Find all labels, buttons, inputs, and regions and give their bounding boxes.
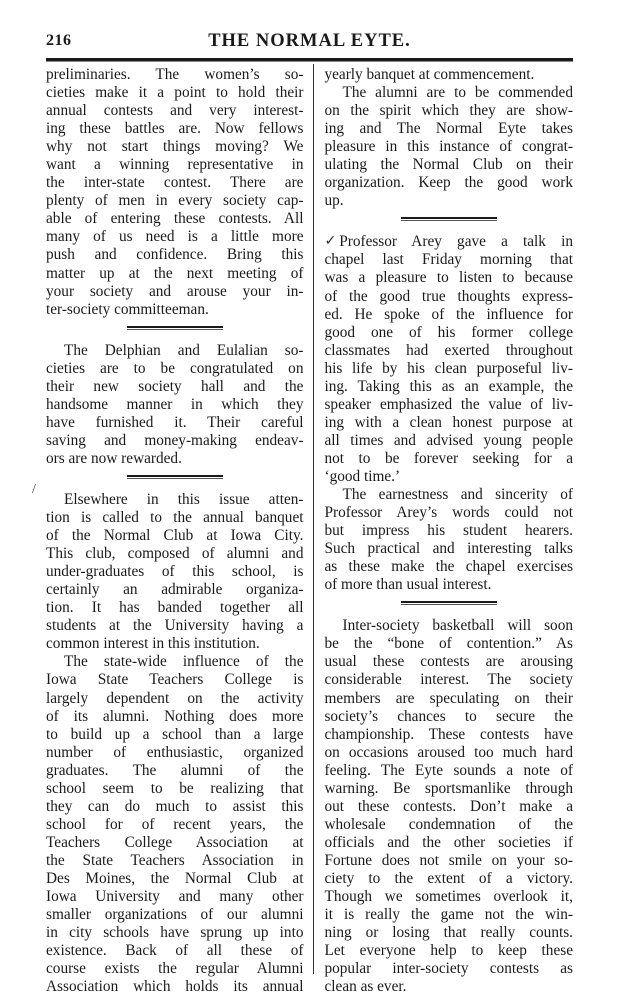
text-line: the State Teachers Association in — [46, 851, 304, 869]
text-line: number of enthusiastic, organized — [46, 743, 304, 761]
text-line: Teachers College Association at — [46, 833, 304, 851]
text-line: smaller organizations of our alumni — [46, 906, 304, 924]
text-line: course exists the regular Alumni — [46, 960, 304, 978]
text-line: handsome manner in which they — [46, 395, 304, 413]
article-professor-arey — [324, 233, 573, 594]
page-number: 216 — [46, 32, 72, 49]
article-alumni-commendation — [324, 66, 573, 210]
text-line: popular inter-society contests as — [324, 960, 573, 978]
text-line: matter up at the next meeting of — [46, 264, 304, 282]
section-divider — [401, 601, 497, 605]
text-line: all times and advised young people — [324, 431, 573, 449]
text-line: The state-wide influence of the — [64, 653, 304, 671]
text-line: not to be forever seeking for a — [324, 449, 573, 467]
text-line: out these contests. Don’t make a — [324, 797, 573, 815]
text-line: The Delphian and Eulalian so- — [64, 341, 304, 359]
text-line: certainly an admirable organiza- — [46, 581, 304, 599]
text-line: of the good true thoughts express- — [324, 287, 573, 305]
two-column-body — [46, 62, 573, 996]
text-line: considerable interest. The society — [324, 671, 573, 689]
text-line: members are speculating on their — [324, 689, 573, 707]
text-line: plenty of men in every society cap- — [46, 192, 304, 210]
text-line: why not start things moving? We — [46, 138, 304, 156]
text-line: organization. Keep the good work — [324, 174, 573, 192]
text-line: championship. These contests have — [324, 725, 573, 743]
text-line: Iowa State Teachers College is — [46, 671, 304, 689]
article-contest-preliminaries — [46, 66, 303, 319]
text-line: warning. Be sportsmanlike through — [324, 779, 573, 797]
text-line: ing with a clean honest purpose at — [324, 413, 573, 431]
text-line: ciety to the extent of a victory. — [324, 869, 573, 887]
text-line: usual these contests are arousing — [324, 653, 573, 671]
article-basketball — [324, 617, 573, 996]
text-line: The alumni are to be commended — [342, 84, 573, 102]
text-line: up. — [324, 192, 344, 210]
text-line-content: Professor Arey gave a talk in — [339, 233, 573, 251]
check-mark-icon: ✓ — [324, 234, 337, 250]
text-line: Professor Arey’s words could not — [324, 504, 573, 522]
text-line: students at the University having a — [46, 617, 304, 635]
text-line: ulating the Normal Club on their — [324, 156, 573, 174]
text-line: under-graduates of this school, is — [46, 563, 304, 581]
text-line: ing. Taking this as an example, the — [324, 377, 573, 395]
text-line: of its alumni. Nothing does more — [46, 707, 304, 725]
section-divider — [401, 217, 497, 221]
running-title: THE NORMAL EYTE. — [208, 31, 411, 51]
text-line: their new society hall and the — [46, 377, 304, 395]
text-line: to build up a school than a large — [46, 725, 304, 743]
text-line: school for of recent years, the — [46, 815, 304, 833]
text-line: Such practical and interesting talks — [324, 540, 573, 558]
text-line: speaker emphasized the value of liv- — [324, 395, 573, 413]
text-line: Des Moines, the Normal Club at — [46, 869, 304, 887]
section-divider — [127, 326, 223, 330]
text-line: pleasure in this instance of congrat- — [324, 138, 573, 156]
page-header — [46, 20, 573, 54]
text-line: officials and the other societies if — [324, 833, 573, 851]
text-line: largely dependent on the activity — [46, 689, 304, 707]
article-normal-club — [46, 491, 303, 996]
text-line: classmates had exerted throughout — [324, 341, 573, 359]
text-line: was a pleasure to listen to because — [324, 269, 573, 287]
article-society-hall — [46, 342, 303, 468]
text-line: Elsewhere in this issue atten- — [64, 490, 304, 508]
text-line: Iowa University and many other — [46, 888, 304, 906]
text-line: tion. It has banded together all — [46, 599, 304, 617]
text-line: ing these battles are. Now fellows — [46, 120, 304, 138]
text-line: tion is called to the annual banquet — [46, 509, 304, 527]
section-divider — [127, 475, 223, 479]
text-line: ed. He spoke of the influence for — [324, 305, 573, 323]
text-line: ‘good time.’ — [324, 467, 401, 485]
text-line: many of us need is a little more — [46, 228, 304, 246]
text-line: Association which holds its annual — [46, 978, 304, 996]
text-line: on the spirit which they are show- — [324, 102, 573, 120]
text-line: ing and The Normal Eyte takes — [324, 120, 573, 138]
text-line: yearly banquet at commencement. — [324, 66, 535, 83]
text-line: graduates. The alumni of the — [46, 761, 304, 779]
text-line: This club, composed of alumni and — [46, 545, 304, 563]
margin-pencil-mark: / — [32, 482, 36, 497]
text-line: saving and money-making endeav- — [46, 431, 304, 449]
text-line: Though we sometimes overlook it, — [324, 888, 573, 906]
text-line: of the Normal Club at Iowa City. — [46, 527, 304, 545]
text-line: it is really the game not the win- — [324, 906, 573, 924]
right-column — [314, 62, 573, 996]
text-line: chapel last Friday morning that — [324, 251, 573, 269]
text-line: existence. Back of all these of — [46, 942, 304, 960]
text-line: Let everyone help to keep these — [324, 942, 573, 960]
newspaper-page — [46, 20, 573, 996]
text-line: want a winning representative in — [46, 156, 304, 174]
text-line: feeling. The Eyte sounds a note of — [324, 761, 573, 779]
text-line: as these make the chapel exercises — [324, 558, 573, 576]
text-line: his life by his clean purposeful liv- — [324, 359, 573, 377]
text-line: in city schools have sprung up into — [46, 924, 304, 942]
text-line: they can do much to assist this — [46, 797, 304, 815]
text-line: preliminaries. The women’s so- — [46, 66, 304, 83]
text-line: but impress his student hearers. — [324, 522, 573, 540]
text-line: society’s chances to secure the — [324, 707, 573, 725]
text-line: school seem to be realizing that — [46, 779, 304, 797]
text-line: of more than usual interest. — [324, 576, 492, 594]
text-line: clean as ever. — [324, 978, 407, 996]
text-line: your society and arouse your in- — [46, 282, 304, 300]
text-line: be the “bone of contention.” As — [324, 635, 573, 653]
text-line: The earnestness and sincerity of — [342, 486, 573, 504]
text-line: the inter-state contest. There are — [46, 174, 304, 192]
text-line: able of entering these contests. All — [46, 210, 304, 228]
text-line: have furnished it. Their careful — [46, 413, 304, 431]
text-line: wholesale condemnation of the — [324, 815, 573, 833]
text-line: good one of his former college — [324, 323, 573, 341]
text-line: on occasions aroused too much hard — [324, 743, 573, 761]
text-line: common interest in this institution. — [46, 635, 260, 653]
text-line: cieties are to be congratulated on — [46, 359, 304, 377]
text-line: Fortune does not smile on your so- — [324, 851, 573, 869]
text-line: ors are now rewarded. — [46, 449, 182, 467]
text-line: annual contests and very interest- — [46, 102, 304, 120]
text-line — [324, 233, 573, 251]
text-line: push and confidence. Bring this — [46, 246, 304, 264]
left-column — [46, 62, 313, 996]
text-line: ning or losing that really counts. — [324, 924, 573, 942]
text-line: ter-society committeeman. — [46, 300, 209, 318]
text-line: cieties make it a point to hold their — [46, 84, 304, 102]
text-line: Inter-society basketball will soon — [342, 617, 573, 635]
